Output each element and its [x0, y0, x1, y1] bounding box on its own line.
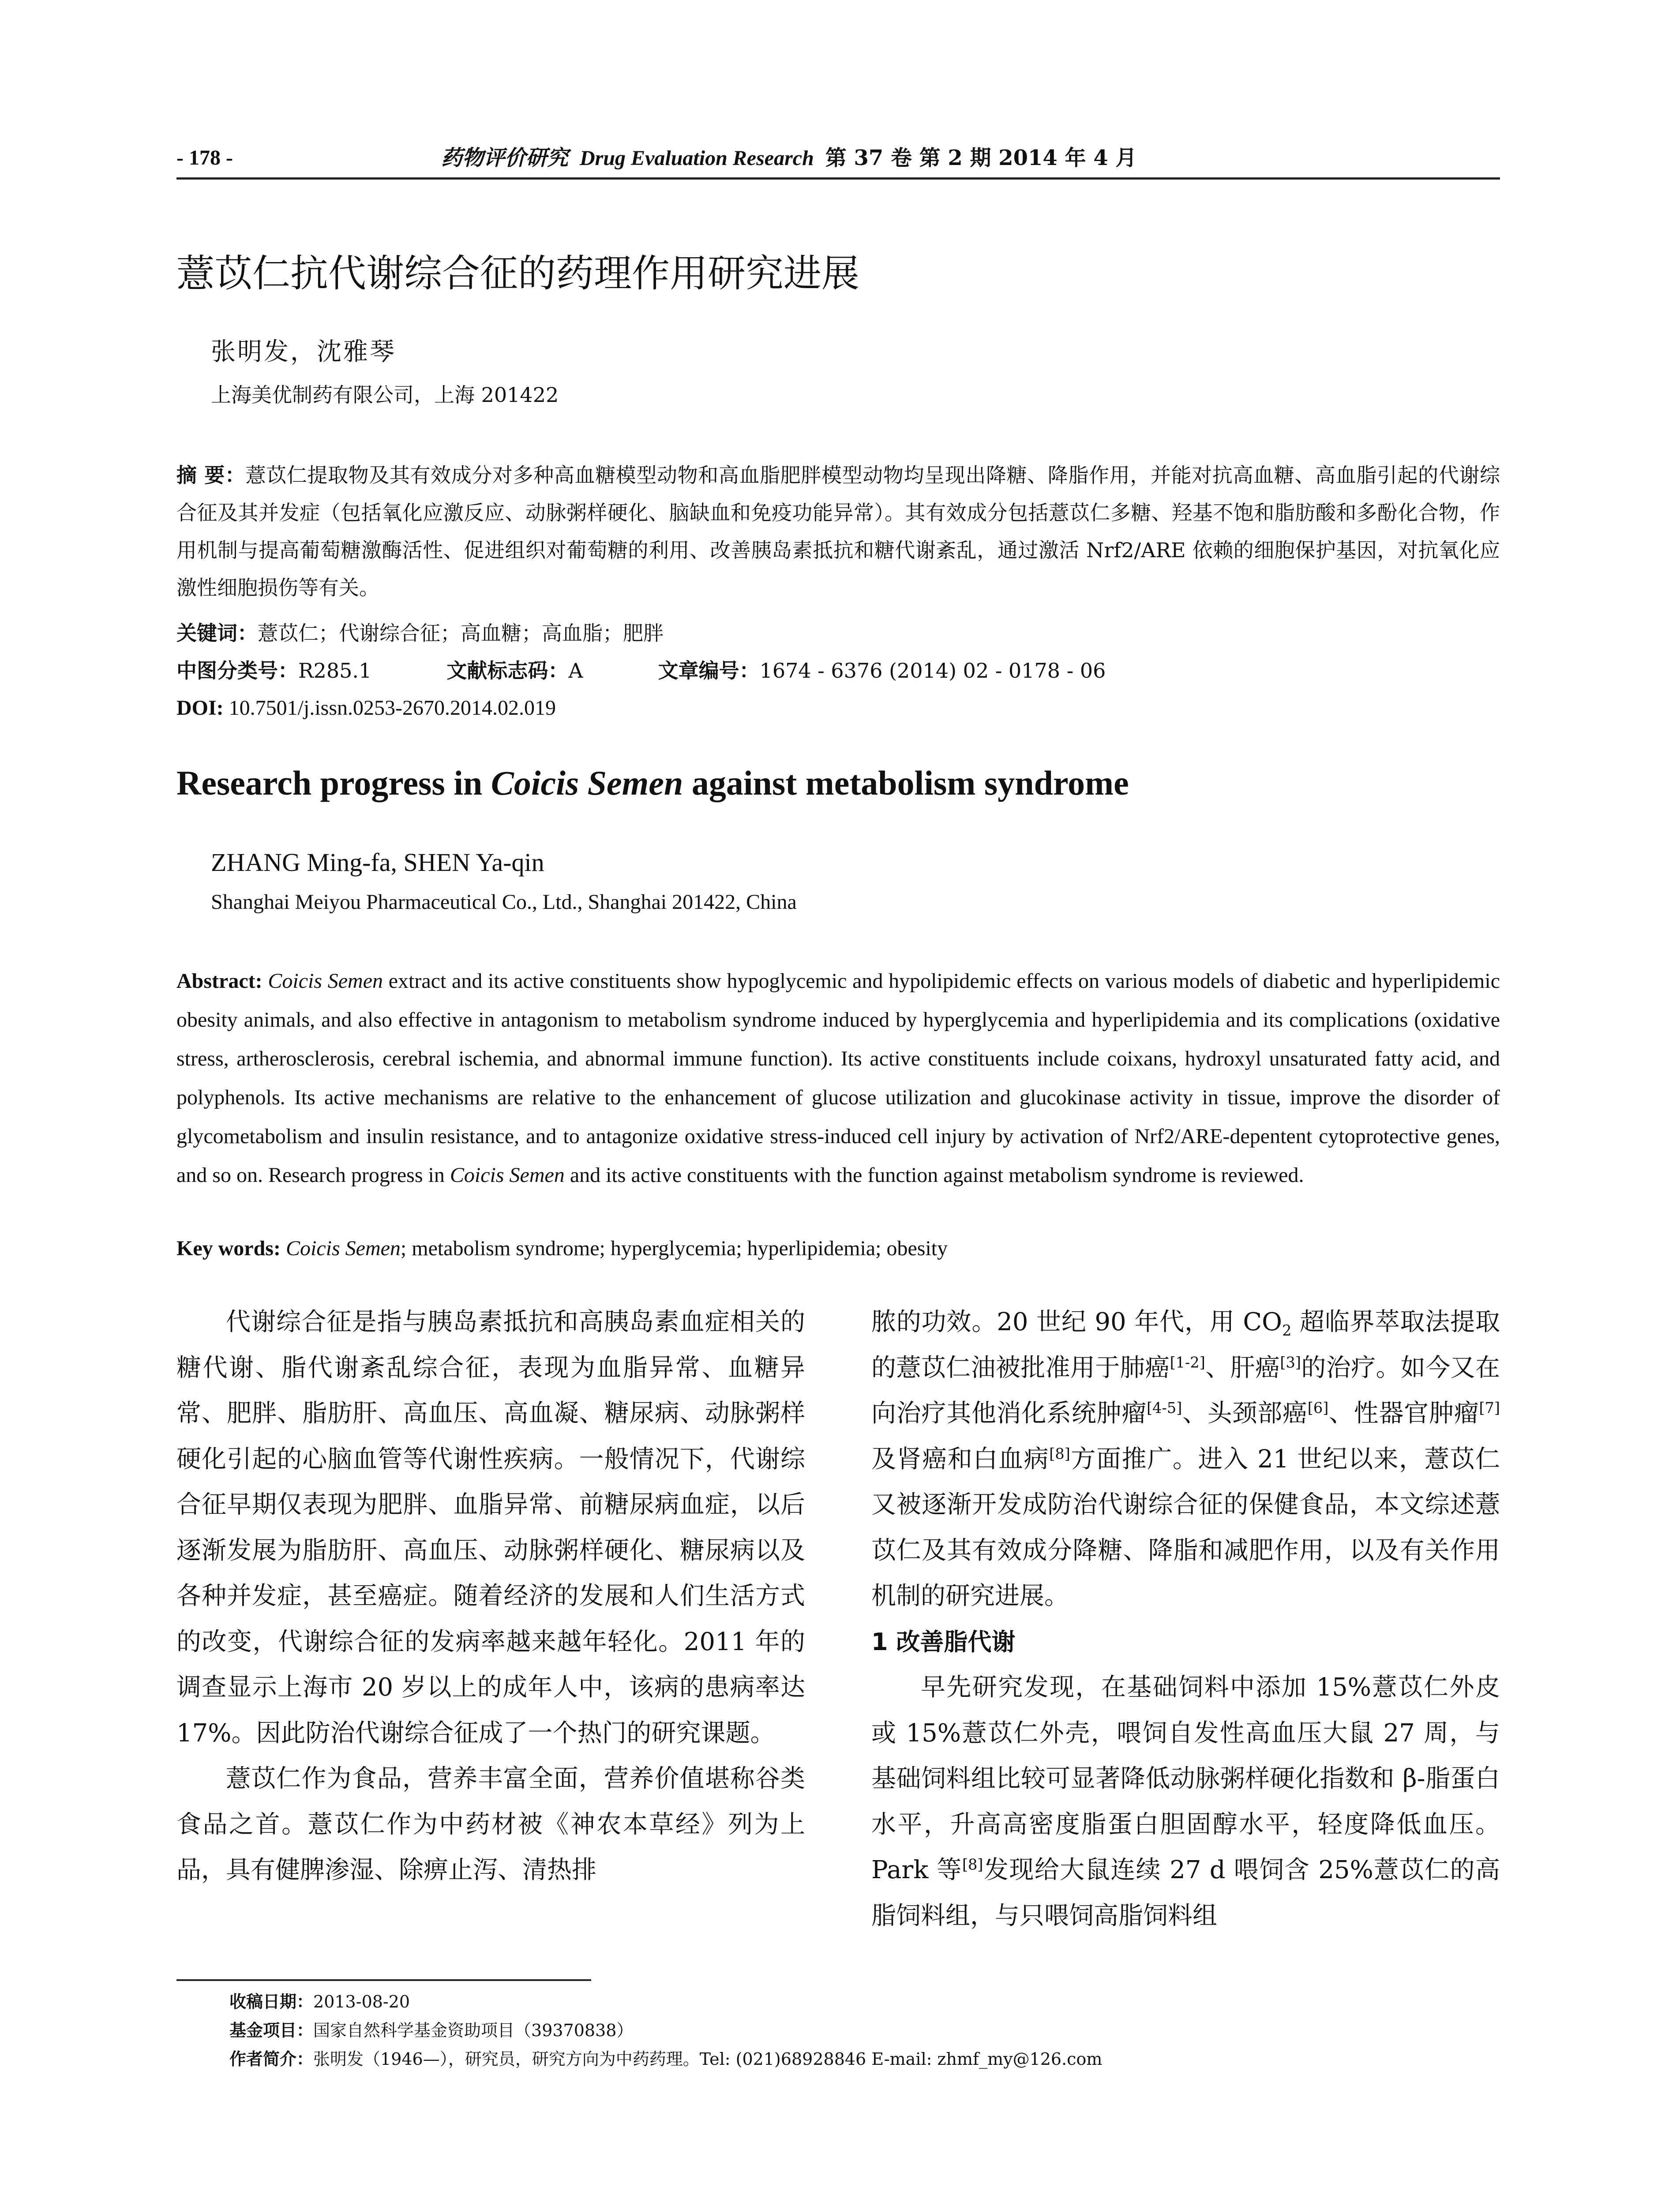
title-en-part1: Research progress in [176, 764, 491, 802]
title-en-italic: Coicis Semen [491, 764, 683, 802]
doc-code-label: 文献标志码： [446, 659, 569, 683]
footnote-received [229, 1988, 1500, 2016]
body-column-left [176, 1299, 805, 1893]
footnote-label: 收稿日期： [229, 1992, 314, 2011]
abstract-en-italic-1: Coicis Semen [268, 969, 383, 993]
abstract-cn [176, 457, 1500, 607]
text-run: 早先研究发现，在基础饲料中添加 15%薏苡仁外皮或 15%薏苡仁外壳，喂饲自发性高血压大鼠 27 周，与基础饲料组比较可显著降低动脉粥样硬化指数和 β-脂蛋白水平，升高高密度脂蛋白胆固醇水平，轻度降低血压。Park 等 [871, 1673, 1500, 1884]
footnotes [229, 1988, 1500, 2074]
footnote-value: 2013-08-20 [313, 1992, 410, 2011]
section-heading-1: 1 改善脂代谢 [871, 1628, 1016, 1656]
running-header [176, 140, 1500, 176]
doc-code-value: A [568, 659, 583, 683]
doi-line [176, 690, 1500, 726]
citation-ref[interactable]: [8] [962, 1856, 983, 1873]
subscript: 2 [1282, 1322, 1292, 1339]
title-en-part2: against metabolism syndrome [683, 764, 1129, 802]
classification-line [176, 653, 1500, 688]
keywords-en-italic: Coicis Semen [285, 1237, 401, 1260]
body-paragraph [871, 1665, 1500, 1939]
keywords-cn-label: 关键词： [176, 621, 258, 645]
text-run: 脓的功效。20 世纪 90 年代，用 CO [871, 1308, 1282, 1336]
text-run: 发现给大鼠连续 27 d 喂饲含 25%薏苡仁的高脂饲料组，与只喂饲高脂饲料组 [871, 1856, 1500, 1930]
abstract-en-italic-2: Coicis Semen [450, 1163, 565, 1187]
keywords-en-label: Key words: [176, 1237, 281, 1260]
text-run: 、性器官肿瘤 [1328, 1399, 1479, 1428]
clc-label: 中图分类号： [176, 659, 298, 683]
doi-link[interactable]: 10.7501/j.issn.0253-2670.2014.02.019 [229, 696, 556, 720]
citation-ref[interactable]: [6] [1307, 1399, 1329, 1417]
footnote-label: 作者简介： [229, 2049, 314, 2069]
body-column-right [871, 1299, 1500, 1939]
citation-ref[interactable]: [1-2] [1170, 1353, 1205, 1371]
text-run: 的治疗。如今又在向治疗其他消化系统肿瘤 [871, 1353, 1500, 1428]
citation-ref[interactable]: [7] [1479, 1399, 1500, 1417]
body-paragraph [871, 1299, 1500, 1619]
abstract-en [176, 962, 1500, 1195]
keywords-en-text: ; metabolism syndrome; hyperglycemia; hyperlipidemia; obesity [400, 1237, 948, 1260]
citation-ref[interactable]: [4-5] [1147, 1399, 1182, 1417]
abstract-en-label: Abstract: [176, 969, 262, 993]
keywords-en [176, 1231, 1500, 1266]
abstract-en-text-1: extract and its active constituents show hypoglycemic and hypolipidemic effects on various models of diabetic and hyperlipidemic obesity animals, and also effective in antagonism to metabolism syndrome induced by hyperglycemia and hyperlipidemia and its complications (oxidative stress, artherosclerosis, cerebral ischemia, and abnormal immune function). Its active constituents include coixans, hydroxyl unsaturated fatty acid, and polyphenols. Its active mechanisms are relative to the enhancement of glucose utilization and glucokinase activity in tissue, improve the disorder of glycometabolism and insulin resistance, and to antagonize oxidative stress-induced cell injury by activation of Nrf2/ARE-depentent cytoprotective genes, and so on. Research progress in [176, 969, 1500, 1187]
text-run: 、肝癌 [1205, 1353, 1280, 1382]
footnote-value: 张明发（1946—），研究员，研究方向为中药药理。Tel: (021)68928846 E-mail: zhmf_my@126.com [313, 2049, 1102, 2069]
article-title-en [176, 759, 1129, 807]
text-run: 超临界萃取法提取的薏苡仁油被批准用于肺癌 [871, 1308, 1500, 1382]
volume-issue: 第 37 卷 第 2 期 2014 年 4 月 [825, 146, 1137, 170]
journal-line [441, 140, 1500, 176]
footnote-fund [229, 2016, 1500, 2045]
body-paragraph: 代谢综合征是指与胰岛素抵抗和高胰岛素血症相关的糖代谢、脂代谢紊乱综合征，表现为血脂异常、血糖异常、肥胖、脂肪肝、高血压、高血凝、糖尿病、动脉粥样硬化引起的心脑血管等代谢性疾病。一般情况下，代谢综合征早期仅表现为肥胖、血脂异常、前糖尿病血症，以后逐渐发展为脂肪肝、高血压、动脉粥样硬化、糖尿病以及各种并发症，甚至癌症。随着经济的发展和人们生活方式的改变，代谢综合征的发病率越来越年轻化。2011 年的调查显示上海市 20 岁以上的成年人中，该病的患病率达 17%。因此防治代谢综合征成了一个热门的研究课题。 [176, 1308, 805, 1748]
page-number: - 178 - [176, 146, 233, 169]
article-no-value: 1674 - 6376 (2014) 02 - 0178 - 06 [759, 659, 1106, 683]
text-run: 方面推广。进入 21 世纪以来，薏苡仁又被逐渐开发成防治代谢综合征的保健食品，本文综述薏苡仁及其有效成分降糖、降脂和减肥作用，以及有关作用机制的研究进展。 [871, 1444, 1500, 1610]
journal-name-en: Drug Evaluation Research [580, 146, 814, 170]
article-no-label: 文章编号： [658, 659, 760, 683]
abstract-cn-label: 摘 要： [176, 463, 246, 487]
abstract-cn-text: 薏苡仁提取物及其有效成分对多种高血糖模型动物和高血脂肥胖模型动物均呈现出降糖、降脂作用，并能对抗高血糖、高血脂引起的代谢综合征及其并发症（包括氧化应激反应、动脉粥样硬化、脑缺血和免疫功能异常）。其有效成分包括薏苡仁多糖、羟基不饱和脂肪酸和多酚化合物，作用机制与提高葡萄糖激酶活性、促进组织对葡萄糖的利用、改善胰岛素抵抗和糖代谢紊乱，通过激活 Nrf2/ARE 依赖的细胞保护基因，对抗氧化应激性细胞损伤等有关。 [176, 463, 1500, 600]
footnote-label: 基金项目： [229, 2021, 314, 2040]
article-title-cn: 薏苡仁抗代谢综合征的药理作用研究进展 [176, 251, 859, 296]
text-run: 及肾癌和白血病 [871, 1444, 1050, 1474]
footnote-author [229, 2045, 1500, 2074]
authors-en: ZHANG Ming-fa, SHEN Ya-qin [211, 848, 544, 877]
keywords-cn [176, 615, 1500, 651]
affiliation-cn: 上海美优制药有限公司，上海 201422 [211, 383, 559, 407]
keywords-cn-text: 薏苡仁；代谢综合征；高血糖；高血脂；肥胖 [258, 621, 664, 645]
affiliation-en: Shanghai Meiyou Pharmaceutical Co., Ltd., Shanghai 201422, China [211, 890, 797, 914]
authors-cn: 张明发，沈雅琴 [211, 338, 396, 366]
text-run: 、头颈部癌 [1182, 1399, 1308, 1428]
citation-ref[interactable]: [3] [1280, 1353, 1301, 1371]
doi-label: DOI: [176, 696, 224, 720]
footnote-value: 国家自然科学基金资助项目（39370838） [313, 2021, 634, 2040]
abstract-en-text-2: and its active constituents with the function against metabolism syndrome is reviewed. [564, 1163, 1304, 1187]
journal-name-cn: 药物评价研究 [441, 146, 569, 170]
clc-value: R285.1 [298, 659, 372, 683]
header-rule [176, 177, 1500, 180]
citation-ref[interactable]: [8] [1049, 1444, 1070, 1462]
footnote-rule [176, 1979, 591, 1981]
body-paragraph: 薏苡仁作为食品，营养丰富全面，营养价值堪称谷类食品之首。薏苡仁作为中药材被《神农本草经》列为上品，具有健脾渗湿、除痹止泻、清热排 [176, 1764, 805, 1884]
